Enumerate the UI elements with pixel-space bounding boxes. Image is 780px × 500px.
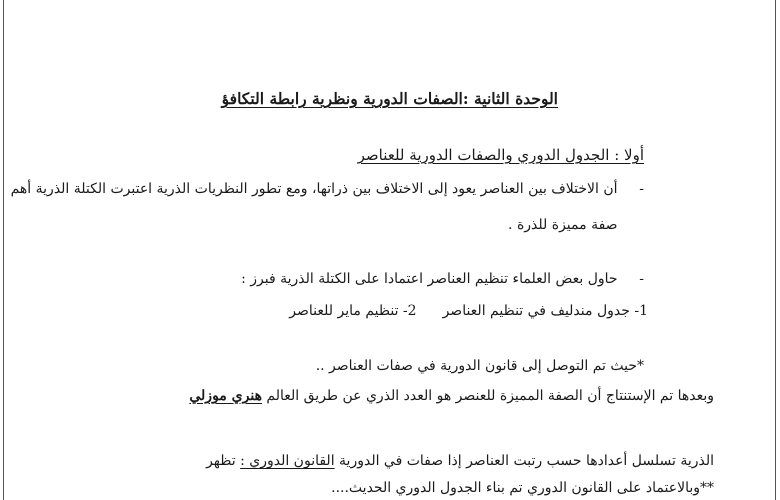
bullet-text: حاول بعض العلماء تنظيم العناصر اعتمادا على الكتلة الذرية فبرز : <box>241 271 618 287</box>
bullet-text-line-1: أن الاختلاف بين العناصر يعود إلى الاختلاف بين ذراتها، ومع تطور النظريات الذرية اعتبرت الكتلة الذرية أهم <box>10 181 618 197</box>
bullet-paragraph-2 <box>241 270 644 288</box>
note-text: الذرية تسلسل أعدادها حسب رتبت العناصر إذا صفات في الدورية <box>334 453 714 469</box>
list-item-1: 1- جدول مندليف في تنظيم العناصر <box>442 303 648 319</box>
page-border-right <box>775 0 776 500</box>
page-border-left <box>3 0 4 500</box>
note-line-3 <box>206 452 714 470</box>
scientist-name: هنري موزلي <box>189 388 262 404</box>
note-text-suffix: تظهر <box>206 453 241 469</box>
list-item-2: 2- تنظيم ماير للعناصر <box>289 303 417 319</box>
bullet-text-line-2: صفة مميزة للذرة . <box>508 217 618 233</box>
bullet-paragraph-1 <box>11 180 644 198</box>
numbered-list <box>289 302 648 320</box>
bullet-paragraph-1-continued <box>508 216 644 234</box>
note-line-4: **وبالاعتماد على القانون الدوري تم بناء الجدول الدوري الحديث.... <box>331 480 714 496</box>
bullet-marker: - <box>639 181 644 197</box>
section-heading: أولا : الجدول الدوري والصفات الدورية للعناصر <box>357 146 644 164</box>
periodic-law-term: القانون الدوري : <box>240 453 335 469</box>
page-title: الوحدة الثانية :الصفات الدورية ونظرية رابطة التكافؤ <box>221 89 558 108</box>
note-line-2 <box>189 387 714 405</box>
note-line-1: *حيث تم التوصل إلى قانون الدورية في صفات العناصر .. <box>315 358 644 374</box>
note-text: وبعدها تم الإستنتاج أن الصفة المميزة للعنصر هو العدد الذري عن طريق العالم <box>261 388 714 404</box>
bullet-marker: - <box>639 271 644 287</box>
